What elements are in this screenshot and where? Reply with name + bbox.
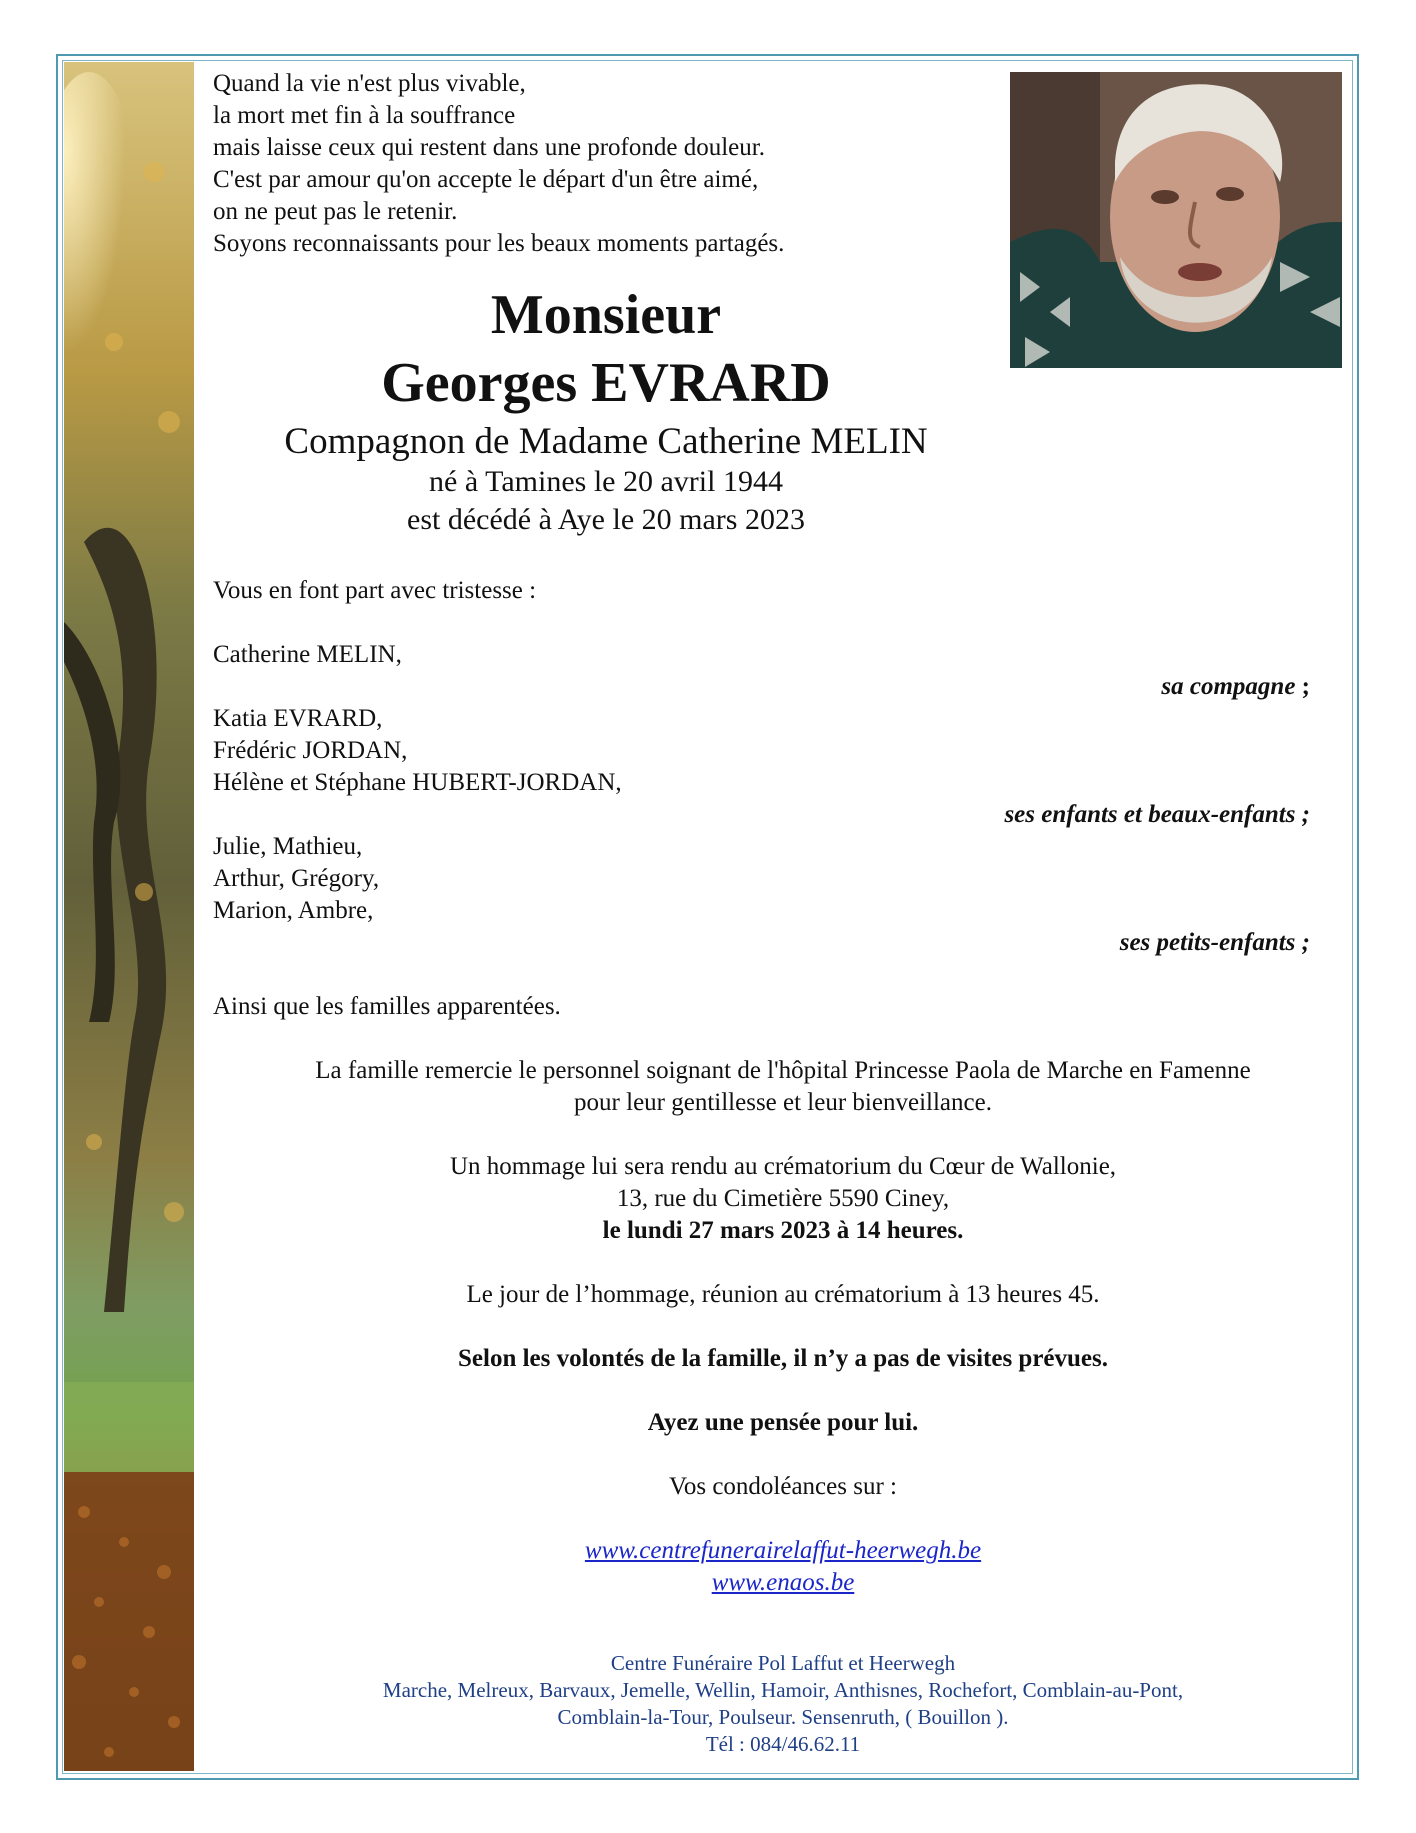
- ceremony-address: 13, rue du Cimetière 5590 Ciney,: [616, 1185, 950, 1212]
- honorific: Monsieur: [490, 284, 722, 346]
- autumn-tree-image: [64, 62, 194, 1771]
- link-row: [213, 1567, 1353, 1599]
- footer-locations: Marche, Melreux, Barvaux, Jemelle, Wellin, Hamoir, Anthisnes, Rochefort, Comblain-au-Pont,: [382, 1678, 1184, 1702]
- poem-line: Soyons reconnaissants pour les beaux moments partagés.: [213, 230, 785, 257]
- condolences-line: Vos condoléances sur :: [669, 1473, 897, 1500]
- no-visits-line: Selon les volontés de la famille, il n’y a pas de visites prévues.: [458, 1345, 1108, 1372]
- relation-label: sa compagne: [1161, 673, 1296, 700]
- meeting-line: Le jour de l’hommage, réunion au crématorium à 13 heures 45.: [466, 1281, 1100, 1308]
- footer-company: Centre Funéraire Pol Laffut et Heerwegh: [610, 1651, 956, 1675]
- enaos-link[interactable]: www.enaos.be: [711, 1569, 855, 1596]
- footer-locations: Comblain-la-Tour, Poulseur. Sensenruth, ( Bouillon ).: [557, 1705, 1009, 1729]
- companion-line: Compagnon de Madame Catherine MELIN: [284, 421, 928, 462]
- poem-line: la mort met fin à la souffrance: [213, 102, 516, 129]
- poem: [213, 68, 784, 260]
- poem-line: mais laisse ceux qui restent dans une profonde douleur.: [213, 134, 765, 161]
- portrait-photo: [1010, 72, 1342, 368]
- deceased-name: Georges EVRARD: [381, 352, 831, 414]
- poem-line: C'est par amour qu'on accepte le départ d'un être aimé,: [213, 166, 759, 193]
- link-row: [213, 1535, 1353, 1567]
- thanks-line: pour leur gentillesse et leur bienveillance.: [574, 1089, 992, 1116]
- announcement-closing: Ainsi que les familles apparentées.: [213, 993, 561, 1020]
- relation-suffix: ;: [1295, 673, 1310, 700]
- ceremony-line: Un hommage lui sera rendu au crématorium du Cœur de Wallonie,: [449, 1153, 1117, 1180]
- family-member: Katia EVRARD,: [213, 705, 383, 732]
- relation-companion: [1161, 671, 1310, 703]
- relation-children: ses enfants et beaux-enfants ;: [1004, 801, 1310, 828]
- family-member: Catherine MELIN,: [213, 641, 402, 668]
- family-member: Frédéric JORDAN,: [213, 737, 408, 764]
- ceremony-date: le lundi 27 mars 2023 à 14 heures.: [602, 1217, 964, 1244]
- death-line: est décédé à Aye le 20 mars 2023: [407, 503, 805, 536]
- thanks-line: La famille remercie le personnel soignant de l'hôpital Princesse Paola de Marche en Famenne: [315, 1057, 1251, 1084]
- family-member: Julie, Mathieu,: [213, 833, 363, 860]
- poem-line: Quand la vie n'est plus vivable,: [213, 70, 526, 97]
- relation-grandchildren: ses petits-enfants ;: [1119, 929, 1310, 956]
- poem-line: on ne peut pas le retenir.: [213, 198, 458, 225]
- family-member: Arthur, Grégory,: [213, 865, 380, 892]
- family-member: Marion, Ambre,: [213, 897, 374, 924]
- announcement-intro: Vous en font part avec tristesse :: [213, 577, 537, 604]
- family-member: Hélène et Stéphane HUBERT-JORDAN,: [213, 769, 622, 796]
- funeral-home-link[interactable]: www.centrefunerairelaffut-heerwegh.be: [584, 1537, 982, 1564]
- footer-phone: Tél : 084/46.62.11: [705, 1732, 861, 1756]
- birth-line: né à Tamines le 20 avril 1944: [429, 465, 783, 498]
- thought-line: Ayez une pensée pour lui.: [647, 1409, 919, 1436]
